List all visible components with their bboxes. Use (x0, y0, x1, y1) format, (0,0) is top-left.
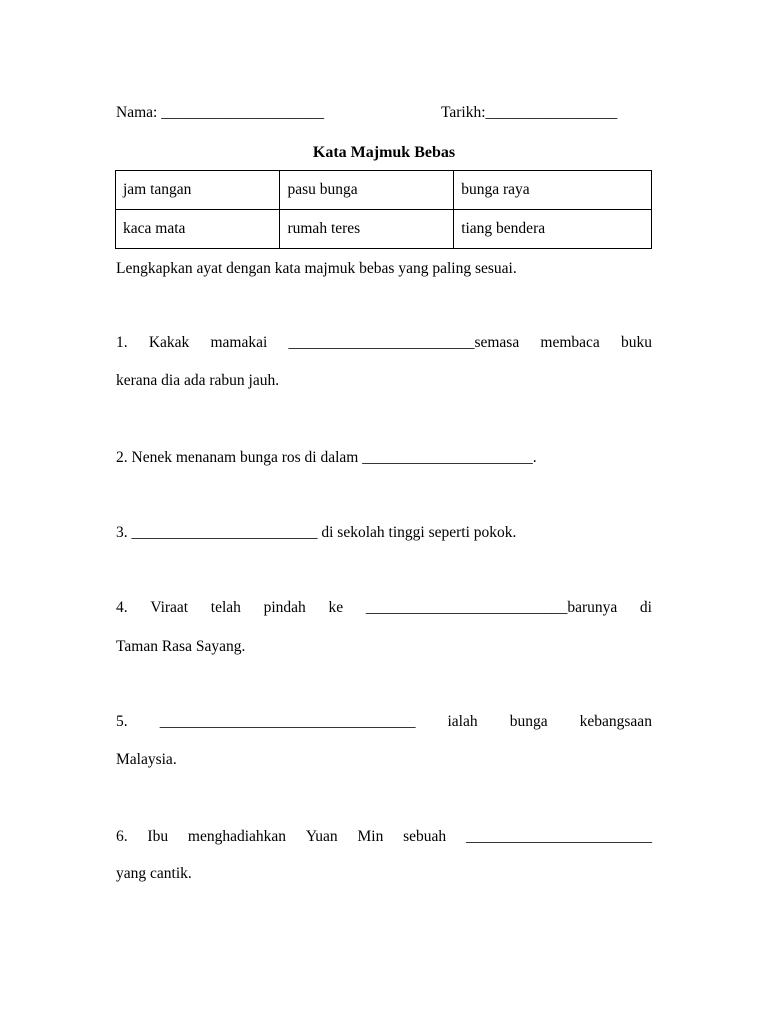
question-word: pindah (263, 599, 306, 616)
table-cell: tiang bendera (454, 210, 652, 249)
question-word: mamakai (210, 334, 268, 351)
date-field-label: Tarikh:_________________ (441, 104, 618, 121)
question-3: 3. ________________________ di sekolah tinggi seperti pokok. (116, 524, 517, 541)
question-word: 4. (116, 599, 128, 616)
question-blank: _________________________________ (159, 713, 416, 730)
question-blank: ________________________ (465, 828, 652, 845)
question-word: kebangsaan (579, 713, 652, 730)
question-word: bunga (509, 713, 548, 730)
question-word: buku (620, 334, 652, 351)
question-word: Kakak (148, 334, 190, 351)
question-word: sebuah (403, 828, 447, 845)
table-cell: pasu bunga (280, 171, 454, 210)
question-word: 5. (116, 713, 128, 730)
table-cell: kaca mata (116, 210, 280, 249)
word-bank-table (115, 170, 652, 249)
question-6-continuation: yang cantik. (116, 865, 192, 882)
question-blank: ________________________semasa (288, 334, 520, 351)
name-field-label: Nama: _____________________ (116, 104, 324, 121)
question-2: 2. Nenek menanam bunga ros di dalam ______________________. (116, 449, 537, 466)
table-cell: bunga raya (454, 171, 652, 210)
question-blank: __________________________barunya (365, 599, 618, 616)
question-1-continuation: kerana dia ada rabun jauh. (116, 372, 280, 389)
table-row (116, 210, 652, 249)
question-word: membaca (540, 334, 600, 351)
question-word: Viraat (150, 599, 189, 616)
page-title: Kata Majmuk Bebas (312, 144, 456, 161)
question-word: ialah (447, 713, 478, 730)
question-6 (116, 828, 652, 846)
question-4 (116, 599, 652, 617)
instruction-text: Lengkapkan ayat dengan kata majmuk bebas yang paling sesuai. (116, 260, 517, 277)
table-row (116, 171, 652, 210)
table-cell: rumah teres (280, 210, 454, 249)
question-word: di (639, 599, 652, 616)
question-word: Ibu (147, 828, 169, 845)
question-word: menghadiahkan (187, 828, 287, 845)
question-word: Yuan (305, 828, 338, 845)
question-word: 6. (116, 828, 128, 845)
question-word: 1. (116, 334, 128, 351)
question-word: Min (357, 828, 384, 845)
question-word: ke (328, 599, 344, 616)
question-word: telah (210, 599, 241, 616)
table-cell: jam tangan (116, 171, 280, 210)
question-1 (116, 334, 652, 352)
question-4-continuation: Taman Rasa Sayang. (116, 638, 246, 655)
question-5-continuation: Malaysia. (116, 751, 177, 768)
question-5 (116, 713, 652, 731)
